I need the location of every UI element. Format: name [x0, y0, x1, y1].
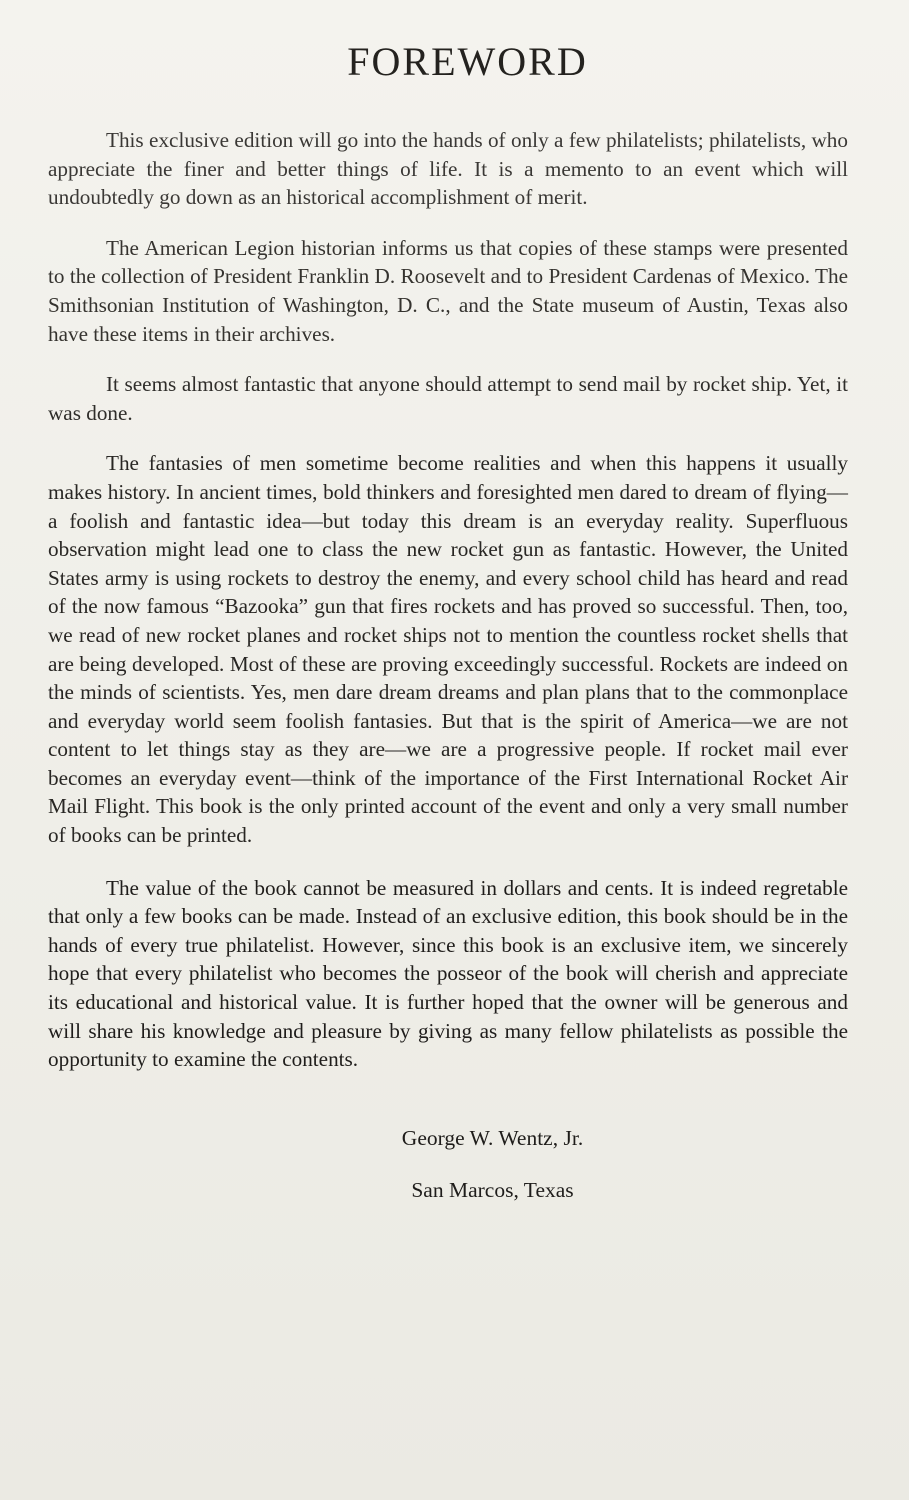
- paragraph-value-of-book: The value of the book cannot be measured in dollars and cents. It is indeed regretable that only a few books can be made. Instead of an exclusive edition, this book should be in the hands of every true philatelist. However, since this book is an exclusive item, we sincerely hope that every philatelist who becomes the posseor of the book will cherish and appreciate its educational and historical value. It is further hoped that the owner will be generous and will share his knowledge and pleasure by giving as many fellow philatelists as possible the opportunity to examine the contents.: [48, 875, 848, 1072]
- paragraph-exclusive-edition: This exclusive edition will go into the hands of only a few philatelists; philatelists, who appreciate the finer and better things of life. It is a memento to an event which will undoubtedly go down as an historical accomplishment of merit.: [48, 128, 848, 210]
- signature-name: George W. Wentz, Jr.: [401, 1125, 584, 1150]
- signature-place: San Marcos, Texas: [411, 1177, 574, 1202]
- signature-block: [48, 1124, 847, 1204]
- foreword-body: [48, 126, 848, 1074]
- paragraph-rocket-mail: It seems almost fantastic that anyone should attempt to send mail by rocket ship. Yet, it was done.: [48, 372, 848, 425]
- paragraph-fantasies-of-men: The fantasies of men sometime become realities and when this happens it usually makes history. In ancient times, bold thinkers and foresighted men dared to dream of flying—a foolish and fantastic idea—but today this dream is an everyday reality. Superfluous observation might lead one to class the new rocket gun as fantastic. However, the United States army is using rockets to destroy the enemy, and every school child has heard and read of the now famous “Bazooka” gun that fires rockets and has proved so successful. Then, too, we read of new rocket planes and rocket ships not to mention the countless rocket shells that are being developed. Most of these are proving exceedingly successful. Rockets are indeed on the minds of scientists. Yes, men dare dream dreams and plan plans that to the commonplace and everyday world seem foolish fantasies. But that is the spirit of America—we are not content to let things stay as they are—we are a progressive people. If rocket mail ever becomes an everyday event—think of the importance of the First International Rocket Air Mail Flight. This book is the only printed account of the event and only a very small number of books can be printed.: [48, 451, 848, 848]
- paragraph-american-legion: The American Legion historian informs us that copies of these stamps were presented to the collection of President Franklin D. Roosevelt and to President Cardenas of Mexico. The Smithsonian Institution of Washington, D. C., and the State museum of Austin, Texas also have these items in their archives.: [48, 235, 848, 346]
- page-title: FOREWORD: [347, 39, 588, 84]
